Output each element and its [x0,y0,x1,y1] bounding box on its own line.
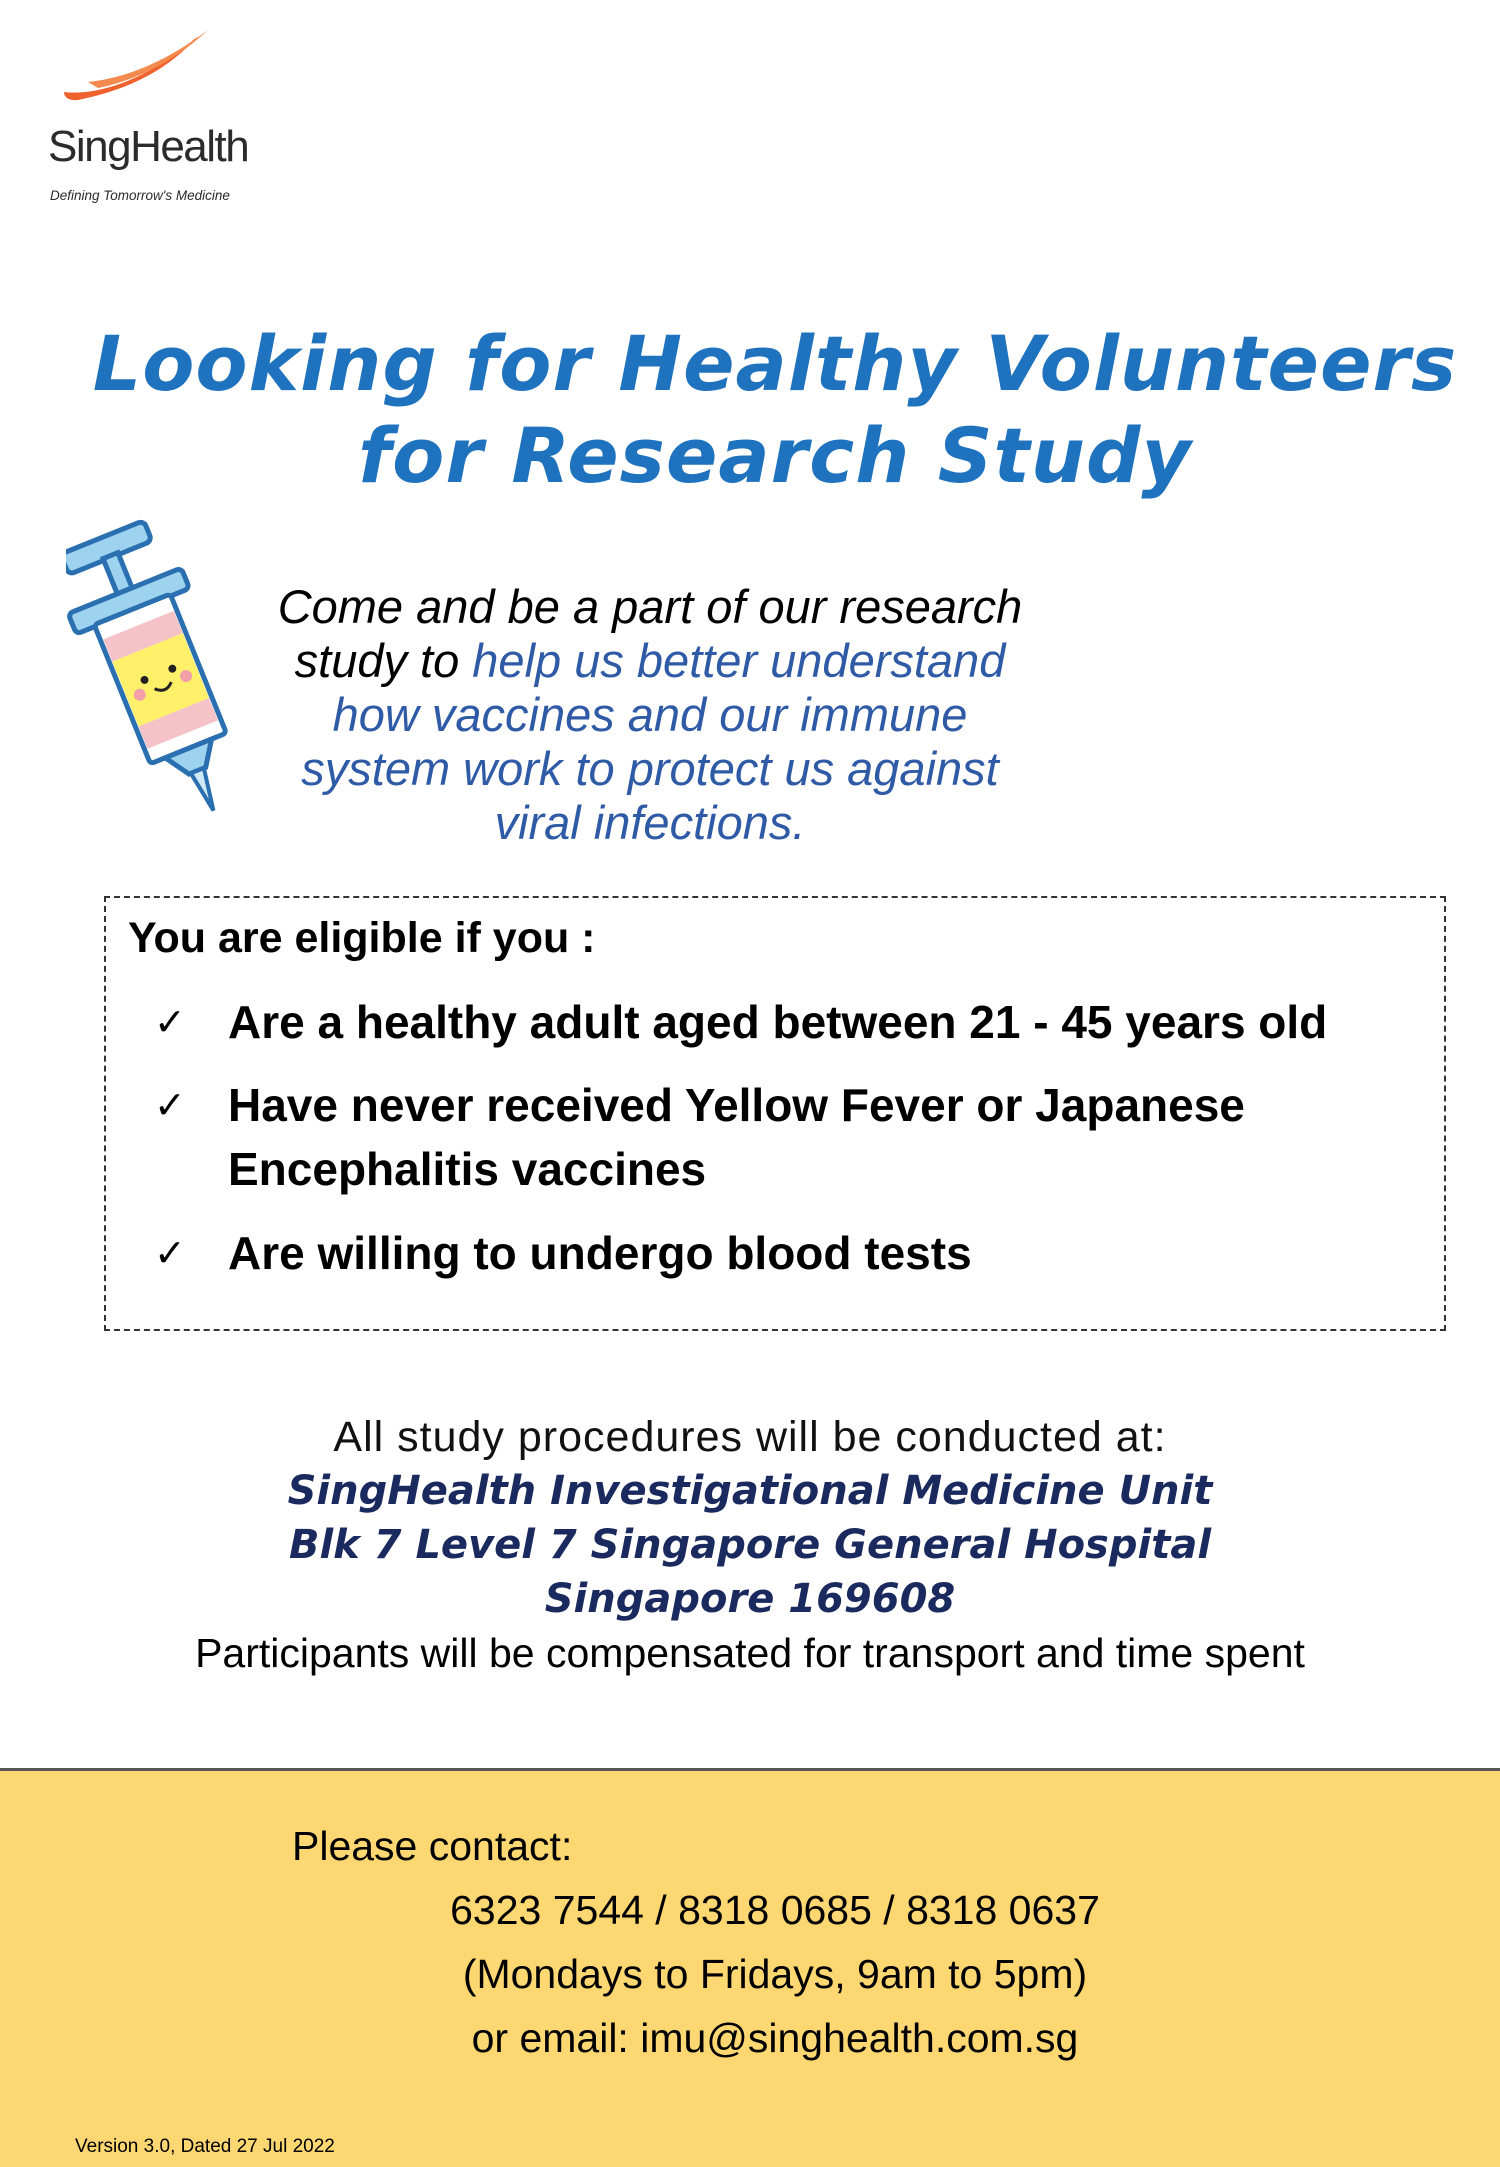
check-icon: ✓ [154,1083,186,1127]
contact-panel [0,1768,1500,2167]
logo-wordmark: SingHealth [48,122,249,171]
title-line-2: for Research Study [358,411,1192,500]
check-icon: ✓ [154,1231,186,1275]
version-note: Version 3.0, Dated 27 Jul 2022 [75,2136,335,2157]
eligibility-item-text: Are willing to undergo blood tests [228,1227,972,1279]
eligibility-item-text: Have never received Yellow Fever or Japanese Encephalitis vaccines [228,1079,1245,1195]
venue-line-unit: SingHealth Investigational Medicine Unit [287,1468,1213,1514]
contact-hours: (Mondays to Fridays, 9am to 5pm) [462,1951,1088,1997]
contact-email[interactable]: or email: imu@singhealth.com.sg [471,2015,1079,2061]
venue-line-address: Blk 7 Level 7 Singapore General Hospital [288,1522,1212,1568]
logo-swoosh-icon [58,30,228,110]
syringe-mascot-icon [66,515,256,830]
compensation-note: Participants will be compensated for transport and time spent [195,1630,1305,1676]
intro-rest: help us better understand how vaccines and our immune system work to protect us against viral infections. [301,634,1006,849]
venue-line-postcode: Singapore 169608 [544,1576,956,1622]
intro-lead: Come and be a part of our research study to [277,580,1023,687]
contact-phones[interactable]: 6323 7544 / 8318 0685 / 8318 0637 [450,1887,1100,1933]
eligibility-item-text: Are a healthy adult aged between 21 - 45 years old [228,996,1328,1048]
logo-tagline: Defining Tomorrow's Medicine [50,188,230,203]
page-title [0,318,1500,502]
eligibility-box [104,896,1446,1331]
venue-intro: All study procedures will be conducted at: [333,1413,1167,1461]
intro-text [270,580,1030,850]
contact-label: Please contact: [292,1823,573,1869]
eligibility-heading: You are eligible if you : [128,914,596,962]
title-line-1: Looking for Healthy Volunteers [92,319,1458,408]
singhealth-logo [44,30,274,210]
check-icon: ✓ [154,1000,186,1044]
